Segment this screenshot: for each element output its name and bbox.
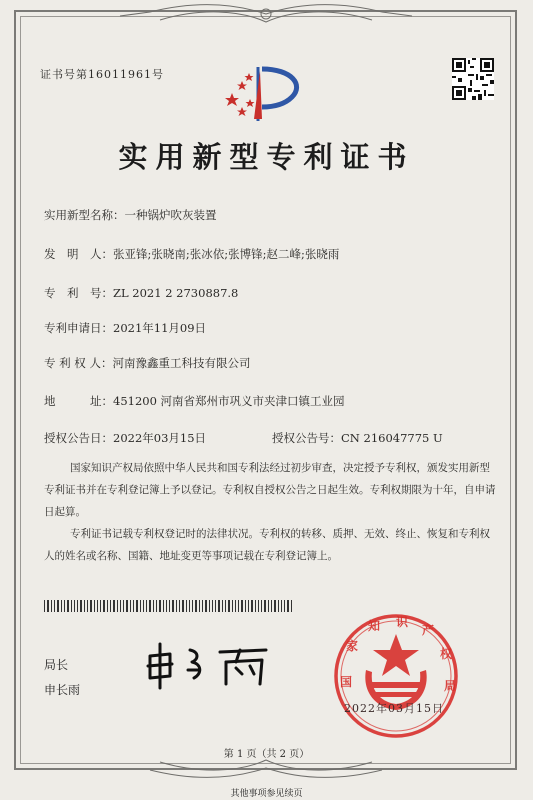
signatory-name: 申长雨 [44, 683, 81, 697]
field-value: 2021年11月09日 [113, 321, 207, 335]
field-label: 专利申请日： [44, 321, 113, 335]
field-patentee [44, 355, 250, 371]
field-value: 一种锅炉吹灰装置 [124, 208, 217, 222]
cnipa-logo-icon [222, 63, 310, 123]
svg-text:国: 国 [340, 675, 353, 689]
field-value: CN 216047775 U [341, 431, 443, 445]
official-seal [326, 612, 466, 742]
svg-text:权: 权 [440, 647, 453, 661]
certificate-title: 实用新型专利证书 [118, 140, 415, 174]
field-value: 张亚锋;张晓南;张冰依;张博锋;赵二峰;张晓雨 [113, 247, 340, 261]
field-utility-model-name [44, 207, 217, 223]
field-label: 实用新型名称： [44, 208, 125, 222]
field-label: 专 利 权 人： [44, 356, 113, 370]
field-label: 专 利 号： [44, 286, 113, 300]
field-label: 地 址： [44, 394, 113, 408]
svg-text:产: 产 [422, 623, 435, 637]
field-patent-number [44, 285, 238, 301]
field-grant-number [272, 430, 443, 446]
footer-note: 其他事项参见续页 [230, 789, 303, 799]
svg-text:局: 局 [444, 679, 457, 693]
field-label: 发 明 人： [44, 247, 113, 261]
svg-text:识: 识 [396, 615, 409, 629]
grant-paragraph: 国家知识产权局依照中华人民共和国专利法经过初步审查，决定授予专利权，颁发实用新型专利证书并在专利登记簿上予以登记。专利权自授权公告之日起生效。专利权期限为十年，自申请日起算。 [44, 462, 496, 518]
field-inventors [44, 246, 339, 262]
field-label: 授权公告号： [272, 431, 341, 445]
field-address [44, 393, 345, 409]
field-value: 河南豫鑫重工科技有限公司 [112, 356, 251, 370]
legal-status-paragraph: 专利证书记载专利权登记时的法律状况。专利权的转移、质押、无效、终止、恢复和专利权人的姓名或名称、国籍、地址变更等事项记载在专利登记簿上。 [44, 528, 490, 562]
field-label: 授权公告日： [44, 431, 113, 445]
top-ornament [0, 0, 533, 30]
barcode-strip [44, 600, 294, 612]
signatory-title: 局长 [44, 658, 69, 672]
seal-date: 2022年03月15日 [344, 702, 444, 715]
handwritten-signature [140, 640, 280, 690]
field-application-date [44, 320, 206, 336]
field-grant-date [44, 430, 206, 446]
page-indicator: 第 1 页（共 2 页） [223, 749, 310, 760]
field-value: ZL 2021 2 2730887.8 [113, 286, 239, 300]
certificate-number: 证书号第16011961号 [40, 68, 164, 81]
svg-text:家: 家 [346, 639, 359, 653]
field-value: 2022年03月15日 [113, 431, 207, 445]
qr-code-icon [452, 58, 494, 100]
svg-text:知: 知 [368, 619, 381, 633]
field-value: 451200 河南省郑州市巩义市夹津口镇工业园 [113, 394, 345, 408]
